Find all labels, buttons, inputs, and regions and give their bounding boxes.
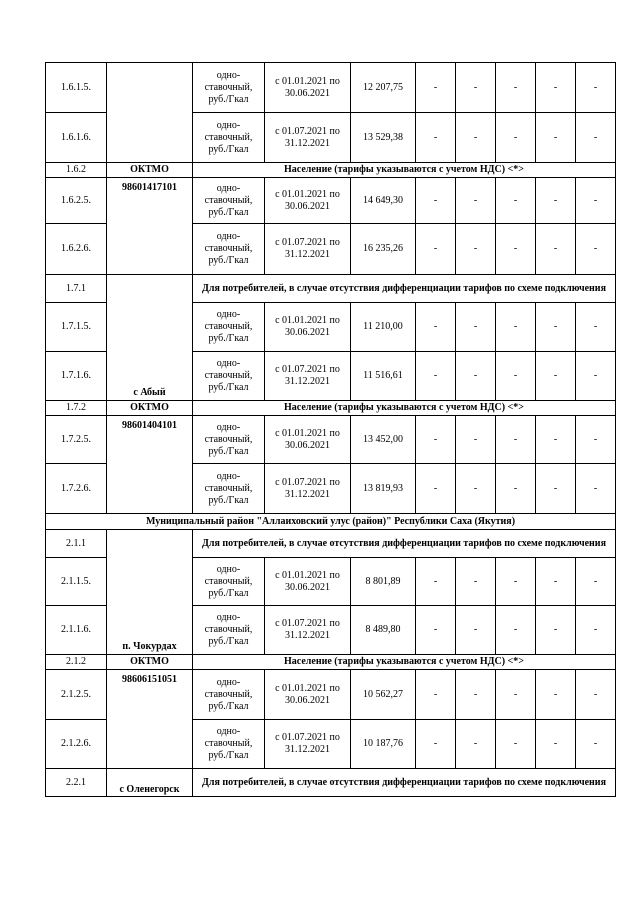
- dash-cell: -: [576, 720, 616, 769]
- dash-cell: -: [496, 178, 536, 224]
- row-code: 1.7.2.5.: [46, 416, 107, 464]
- row-code: 1.7.1.6.: [46, 352, 107, 401]
- row-code: 2.2.1: [46, 769, 107, 797]
- municipality-header: Муниципальный район "Аллаиховский улус (район)" Республики Саха (Якутия): [46, 514, 616, 530]
- period: с 01.01.2021 по 30.06.2021: [265, 178, 351, 224]
- dash-cell: -: [496, 464, 536, 514]
- table-row: [46, 769, 616, 797]
- dash-cell: -: [456, 720, 496, 769]
- dash-cell: -: [416, 352, 456, 401]
- period: с 01.01.2021 по 30.06.2021: [265, 303, 351, 352]
- dash-cell: -: [496, 303, 536, 352]
- tariff-type: одно-ставочный, руб./Гкал: [193, 224, 265, 275]
- oktmo-label: ОКТМО: [107, 401, 193, 416]
- row-code: 1.6.1.6.: [46, 113, 107, 163]
- tariff-value: 13 452,00: [351, 416, 416, 464]
- period: с 01.07.2021 по 31.12.2021: [265, 606, 351, 655]
- settlement-name: с Абый: [107, 275, 193, 401]
- dash-cell: -: [576, 113, 616, 163]
- dash-cell: -: [456, 224, 496, 275]
- dash-cell: -: [576, 352, 616, 401]
- dash-cell: -: [416, 178, 456, 224]
- dash-cell: -: [576, 178, 616, 224]
- section-header-consumers: Для потребителей, в случае отсутствия дифференциации тарифов по схеме подключения: [193, 769, 616, 797]
- period: с 01.01.2021 по 30.06.2021: [265, 558, 351, 606]
- dash-cell: -: [576, 558, 616, 606]
- row-code: 2.1.1.6.: [46, 606, 107, 655]
- tariff-type: одно-ставочный, руб./Гкал: [193, 303, 265, 352]
- tariff-type: одно-ставочный, руб./Гкал: [193, 178, 265, 224]
- dash-cell: -: [496, 720, 536, 769]
- dash-cell: -: [456, 113, 496, 163]
- dash-cell: -: [536, 178, 576, 224]
- dash-cell: -: [536, 63, 576, 113]
- dash-cell: -: [576, 670, 616, 720]
- section-header-consumers: Для потребителей, в случае отсутствия дифференциации тарифов по схеме подключения: [193, 530, 616, 558]
- row-code: 1.7.2.6.: [46, 464, 107, 514]
- row-code: 2.1.2: [46, 655, 107, 670]
- tariff-type: одно-ставочный, руб./Гкал: [193, 558, 265, 606]
- dash-cell: -: [576, 416, 616, 464]
- table-row: [46, 63, 616, 113]
- row-code: 2.1.1.5.: [46, 558, 107, 606]
- dash-cell: -: [456, 670, 496, 720]
- table-row: [46, 163, 616, 178]
- dash-cell: -: [536, 606, 576, 655]
- section-header-population: Население (тарифы указываются с учетом НДС) <*>: [193, 655, 616, 670]
- tariff-type: одно-ставочный, руб./Гкал: [193, 720, 265, 769]
- oktmo-code: 98601417101: [107, 178, 193, 275]
- dash-cell: -: [496, 63, 536, 113]
- oktmo-code: 98606151051: [107, 670, 193, 769]
- oktmo-label: ОКТМО: [107, 655, 193, 670]
- dash-cell: -: [536, 416, 576, 464]
- period: с 01.07.2021 по 31.12.2021: [265, 352, 351, 401]
- tariff-type: одно-ставочный, руб./Гкал: [193, 416, 265, 464]
- row-code: 1.6.2.5.: [46, 178, 107, 224]
- tariff-value: 13 529,38: [351, 113, 416, 163]
- row-code: 1.6.1.5.: [46, 63, 107, 113]
- dash-cell: -: [496, 224, 536, 275]
- settlement-cell: [107, 63, 193, 163]
- dash-cell: -: [416, 720, 456, 769]
- dash-cell: -: [536, 303, 576, 352]
- table-row: [46, 401, 616, 416]
- tariff-value: 12 207,75: [351, 63, 416, 113]
- table-row: [46, 530, 616, 558]
- period: с 01.01.2021 по 30.06.2021: [265, 416, 351, 464]
- tariff-value: 11 516,61: [351, 352, 416, 401]
- tariff-type: одно-ставочный, руб./Гкал: [193, 464, 265, 514]
- dash-cell: -: [576, 464, 616, 514]
- tariff-value: 8 489,80: [351, 606, 416, 655]
- section-header-population: Население (тарифы указываются с учетом НДС) <*>: [193, 401, 616, 416]
- settlement-name: с Оленегорск: [107, 769, 193, 797]
- dash-cell: -: [496, 352, 536, 401]
- dash-cell: -: [456, 178, 496, 224]
- period: с 01.01.2021 по 30.06.2021: [265, 63, 351, 113]
- tariff-type: одно-ставочный, руб./Гкал: [193, 63, 265, 113]
- period: с 01.07.2021 по 31.12.2021: [265, 720, 351, 769]
- dash-cell: -: [536, 352, 576, 401]
- section-header-consumers: Для потребителей, в случае отсутствия дифференциации тарифов по схеме подключения: [193, 275, 616, 303]
- tariff-type: одно-ставочный, руб./Гкал: [193, 352, 265, 401]
- dash-cell: -: [416, 606, 456, 655]
- dash-cell: -: [536, 113, 576, 163]
- dash-cell: -: [456, 352, 496, 401]
- dash-cell: -: [536, 224, 576, 275]
- dash-cell: -: [576, 224, 616, 275]
- tariff-type: одно-ставочный, руб./Гкал: [193, 113, 265, 163]
- period: с 01.01.2021 по 30.06.2021: [265, 670, 351, 720]
- oktmo-label: ОКТМО: [107, 163, 193, 178]
- row-code: 2.1.1: [46, 530, 107, 558]
- dash-cell: -: [576, 606, 616, 655]
- table-row: [46, 416, 616, 464]
- row-code: 1.6.2.6.: [46, 224, 107, 275]
- oktmo-code: 98601404101: [107, 416, 193, 514]
- tariff-value: 10 187,76: [351, 720, 416, 769]
- table-row: [46, 655, 616, 670]
- dash-cell: -: [536, 464, 576, 514]
- tariff-type: одно-ставочный, руб./Гкал: [193, 670, 265, 720]
- tariff-value: 8 801,89: [351, 558, 416, 606]
- dash-cell: -: [416, 63, 456, 113]
- row-code: 2.1.2.6.: [46, 720, 107, 769]
- dash-cell: -: [536, 720, 576, 769]
- table-row: [46, 275, 616, 303]
- period: с 01.07.2021 по 31.12.2021: [265, 113, 351, 163]
- dash-cell: -: [496, 606, 536, 655]
- dash-cell: -: [416, 303, 456, 352]
- dash-cell: -: [456, 416, 496, 464]
- tariff-type: одно-ставочный, руб./Гкал: [193, 606, 265, 655]
- page-bottom-margin: [0, 820, 640, 905]
- section-header-population: Население (тарифы указываются с учетом НДС) <*>: [193, 163, 616, 178]
- row-code: 1.7.2: [46, 401, 107, 416]
- tariff-value: 16 235,26: [351, 224, 416, 275]
- period: с 01.07.2021 по 31.12.2021: [265, 224, 351, 275]
- dash-cell: -: [576, 63, 616, 113]
- tariff-value: 10 562,27: [351, 670, 416, 720]
- dash-cell: -: [416, 224, 456, 275]
- dash-cell: -: [416, 416, 456, 464]
- dash-cell: -: [456, 464, 496, 514]
- table-row: [46, 178, 616, 224]
- period: с 01.07.2021 по 31.12.2021: [265, 464, 351, 514]
- dash-cell: -: [456, 558, 496, 606]
- dash-cell: -: [536, 558, 576, 606]
- dash-cell: -: [416, 670, 456, 720]
- dash-cell: -: [496, 558, 536, 606]
- settlement-name: п. Чокурдах: [107, 530, 193, 655]
- dash-cell: -: [496, 670, 536, 720]
- dash-cell: -: [496, 113, 536, 163]
- tariff-value: 11 210,00: [351, 303, 416, 352]
- tariff-value: 13 819,93: [351, 464, 416, 514]
- dash-cell: -: [416, 464, 456, 514]
- row-code: 1.6.2: [46, 163, 107, 178]
- dash-cell: -: [576, 303, 616, 352]
- dash-cell: -: [416, 558, 456, 606]
- tariff-table: [45, 62, 616, 797]
- dash-cell: -: [496, 416, 536, 464]
- table-row: [46, 670, 616, 720]
- dash-cell: -: [456, 303, 496, 352]
- dash-cell: -: [456, 606, 496, 655]
- tariff-value: 14 649,30: [351, 178, 416, 224]
- row-code: 1.7.1: [46, 275, 107, 303]
- row-code: 1.7.1.5.: [46, 303, 107, 352]
- row-code: 2.1.2.5.: [46, 670, 107, 720]
- table-row: [46, 514, 616, 530]
- dash-cell: -: [536, 670, 576, 720]
- dash-cell: -: [456, 63, 496, 113]
- dash-cell: -: [416, 113, 456, 163]
